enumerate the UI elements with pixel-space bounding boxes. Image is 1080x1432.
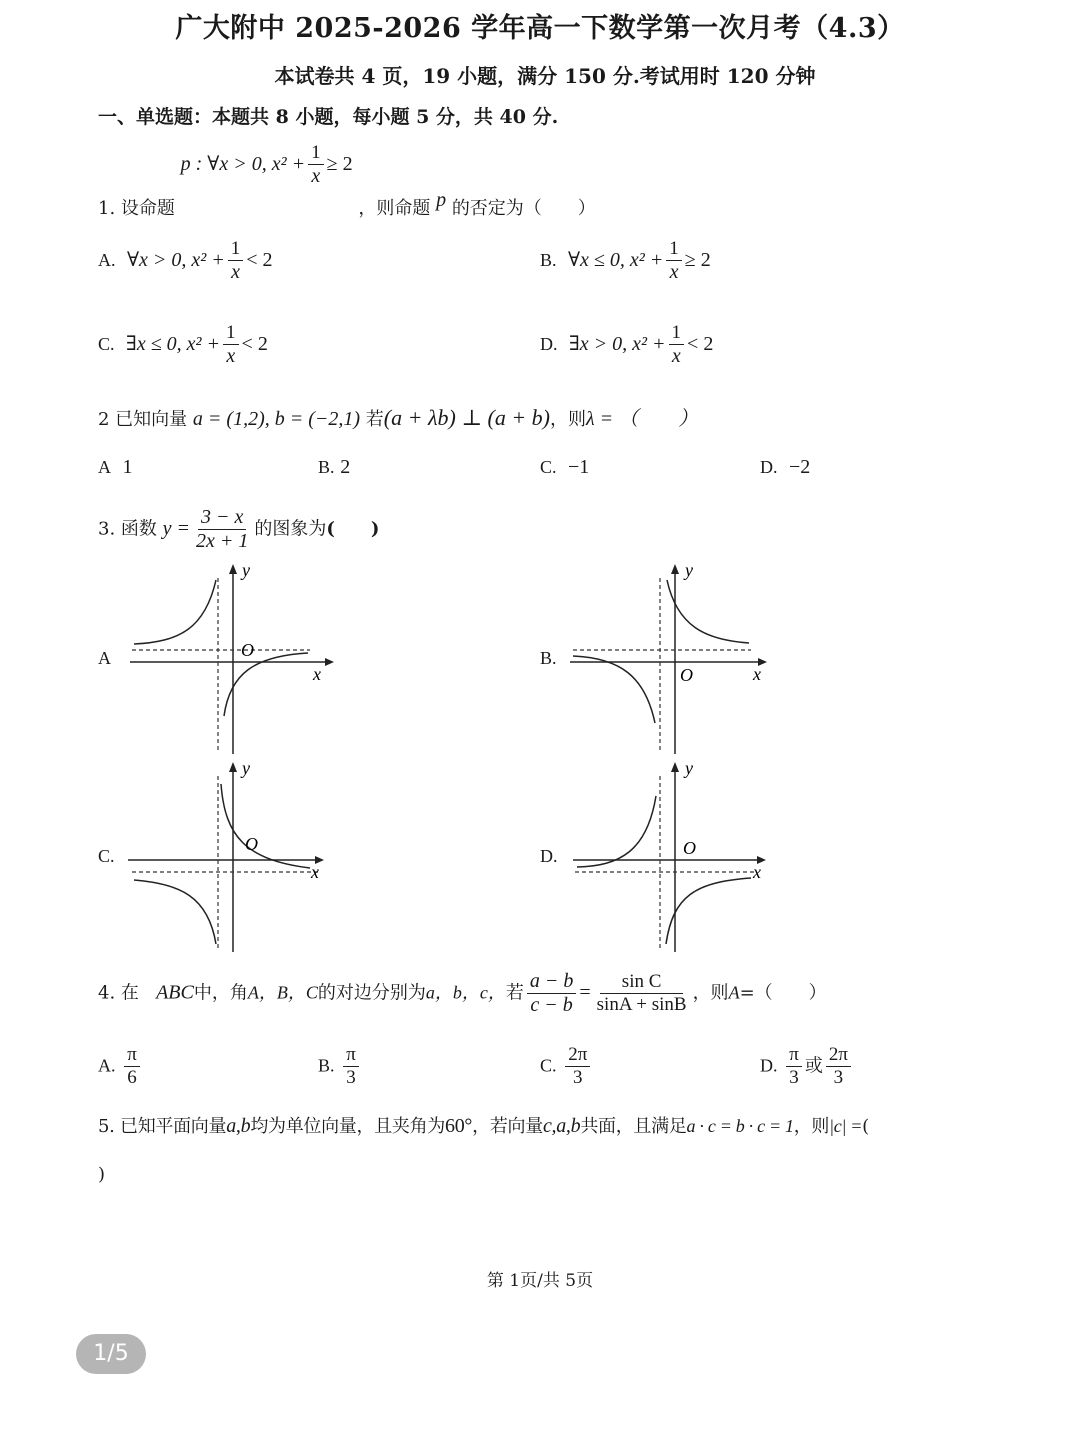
q4-eq: = <box>579 981 591 1004</box>
question-4 <box>98 970 827 1017</box>
q1-end: 的否定为（ ） <box>451 197 596 219</box>
q5-text-6: ( <box>862 1116 869 1137</box>
svg-text:y: y <box>685 560 693 580</box>
q5-magnitude: |c| = <box>829 1116 863 1136</box>
q4-text-5: ，则 <box>692 982 729 1004</box>
q4-option-b[interactable]: B. $\frac{\pi}{3}$ <box>318 1044 362 1089</box>
q4-answer-var: A <box>728 982 740 1003</box>
q3-graph-c[interactable] <box>120 756 340 956</box>
q5-line-2: ) <box>98 1164 106 1185</box>
q4-sides: a，b，c， <box>425 982 506 1003</box>
q4-text-1: 4. 在 <box>98 982 139 1004</box>
svg-text:y: y <box>685 758 693 778</box>
q1-fraction: $\frac{1}{x}$ <box>308 142 324 188</box>
q5-text-1: 5. 已知平面向量 <box>98 1116 227 1137</box>
q1-proposition: p : ∀x > 0, x² + <box>180 152 306 175</box>
q4-option-a[interactable]: A. $\frac{\pi}{6}$ <box>98 1044 143 1089</box>
q3-fraction: $\frac{3 - x}{2x + 1}$ <box>196 506 249 552</box>
q4-option-c[interactable]: C. $\frac{2\pi}{3}$ <box>540 1044 593 1089</box>
q1-option-d[interactable]: D. ∃x > 0, x² + $\frac{1}{x}$ < 2 <box>540 322 714 367</box>
q4-option-d[interactable]: D. $\frac{\pi}{3}$ 或 $\frac{2\pi}{3}$ <box>760 1044 854 1089</box>
q3-option-c-label[interactable]: C. <box>98 846 115 866</box>
svg-text:x: x <box>311 862 319 882</box>
q4-text-4: 若 <box>505 982 524 1004</box>
q5-vectors-ab: a,b <box>226 1115 251 1137</box>
q1-option-b[interactable]: B. ∀x ≤ 0, x² + $\frac{1}{x}$ ≥ 2 <box>540 238 711 283</box>
q1-option-c[interactable]: C. ∃x ≤ 0, x² + $\frac{1}{x}$ < 2 <box>98 322 268 367</box>
q4-triangle: ABC <box>156 981 194 1004</box>
q5-text-4: 共面，且满足 <box>580 1116 687 1137</box>
q5-text-2: 均为单位向量，且夹角为 <box>250 1116 446 1137</box>
question-1 <box>98 142 596 219</box>
q3-text-2: 的图象为 <box>254 518 327 540</box>
q4-text-2: 中，角 <box>193 982 248 1004</box>
question-5 <box>98 1112 869 1138</box>
svg-text:y: y <box>242 758 250 778</box>
q4-fraction-1: $\frac{a - b}{c - b}$ <box>527 970 577 1017</box>
exam-title: 广大附中 2025-2026 学年高一下数学第一次月考（4.3） <box>175 13 905 44</box>
question-2 <box>98 402 698 431</box>
svg-text:O: O <box>683 838 696 858</box>
q2-vectors: a = (1,2), b = (−2,1) <box>192 408 361 430</box>
q2-option-d[interactable]: D. −2 <box>760 456 811 478</box>
q3-option-d-label[interactable]: D. <box>540 846 558 866</box>
q2-text-3: ，则 <box>550 409 587 430</box>
q1-after: ，则命题 <box>358 197 431 219</box>
q5-vectors-cab: c,a,b <box>542 1115 581 1137</box>
svg-text:O: O <box>680 665 693 685</box>
y-axis-label: y <box>242 560 250 580</box>
x-axis-label: x <box>313 664 321 684</box>
q1-number: 1. 设命题 <box>98 197 175 219</box>
q3-option-a-label[interactable]: A <box>98 648 111 668</box>
q3-lhs: y = <box>162 517 191 540</box>
q2-text-2: 若 <box>365 409 384 430</box>
q2-condition: (a + λb) ⊥ (a + b) <box>383 405 551 430</box>
exam-subtitle: 本试卷共 4 页，19 小题，满分 150 分.考试用时 120 分钟 <box>274 64 816 88</box>
q2-option-c[interactable]: C. −1 <box>540 456 590 478</box>
page-footer: 第 1页/共 5页 <box>486 1271 594 1291</box>
q2-text-1: 2 已知向量 <box>98 409 188 430</box>
q2-lambda: λ = （ ） <box>586 408 699 430</box>
q1-p: p <box>436 188 447 211</box>
svg-text:x: x <box>753 862 761 882</box>
q3-graph-b[interactable] <box>565 558 785 758</box>
q5-text-3: ，若向量 <box>472 1116 543 1137</box>
q3-option-b-label[interactable]: B. <box>540 648 557 668</box>
q2-option-a[interactable]: A 1 <box>98 456 133 478</box>
q4-text-3: 的对边分别为 <box>317 982 426 1004</box>
q3-text-1: 3. 函数 <box>98 518 157 540</box>
q1-inequality: ≥ 2 <box>326 152 353 175</box>
q4-angles: A，B，C <box>247 982 318 1003</box>
q5-dot-condition: a · c = b · c = 1 <box>686 1116 794 1136</box>
origin-label: O <box>241 640 254 660</box>
q3-graph-a[interactable] <box>120 558 340 758</box>
q5-angle: 60° <box>445 1115 473 1137</box>
q3-paren: ( ) <box>326 518 380 540</box>
svg-text:O: O <box>245 834 258 854</box>
q4-fraction-2: $\frac{\text{sin C}}{\sin A + \sin B}$ <box>596 971 687 1015</box>
page-indicator[interactable]: 1/5 <box>76 1334 146 1374</box>
q3-graph-d[interactable] <box>565 756 785 956</box>
q2-option-b[interactable]: B. 2 <box>318 456 351 478</box>
q4-text-6: =（ ） <box>739 982 827 1004</box>
q1-option-a[interactable]: A. ∀x > 0, x² + $\frac{1}{x}$ < 2 <box>98 238 273 283</box>
svg-text:x: x <box>753 664 761 684</box>
section-heading: 一、单选题：本题共 8 小题，每小题 5 分，共 40 分. <box>98 106 559 128</box>
question-3 <box>98 506 379 553</box>
q5-text-5: ，则 <box>793 1116 830 1137</box>
